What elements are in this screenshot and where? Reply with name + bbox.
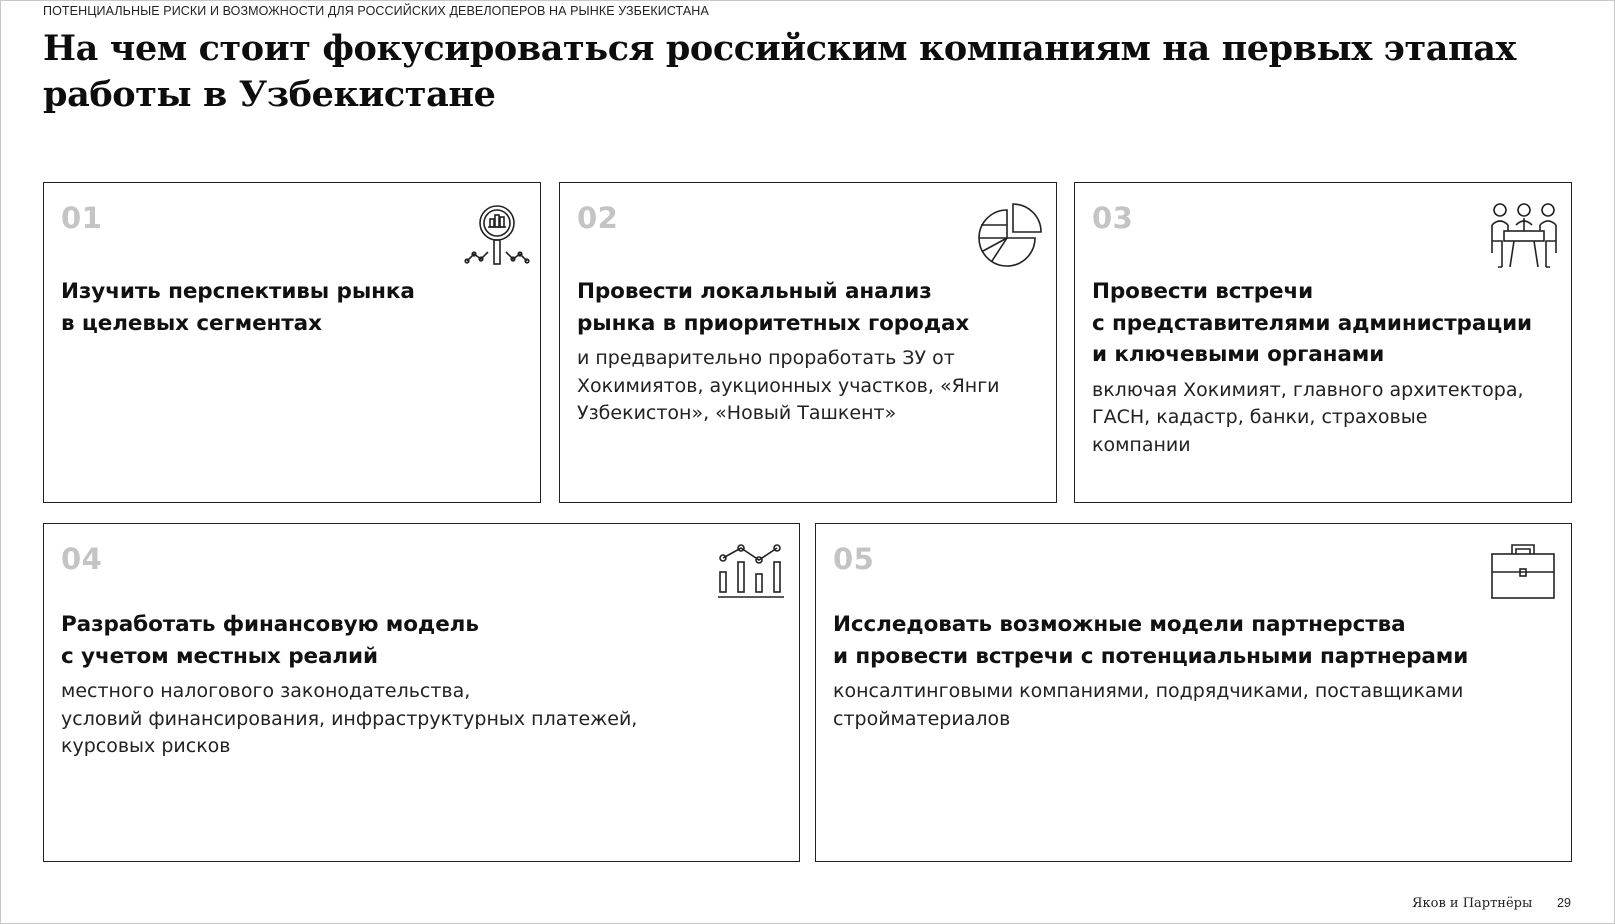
card-description: местного налогового законодательства, условий финансирования, инфраструктурных платежей, курсовых рисков [61,680,638,757]
card-description: включая Хокимият, главного архитектора, ГАСН, кадастр, банки, страховые компании [1092,378,1524,456]
briefcase-icon [1490,542,1556,602]
card-heading: Разработать финансовую модель с учетом местных реалий [61,612,479,669]
card-heading: Провести встречи с представителями администрации и ключевыми органами [1092,279,1533,367]
card-04 [43,523,800,862]
card-heading: Провести локальный анализ рынка в приоритетных городах [577,279,970,336]
card-description: и предварительно проработать ЗУ от Хокимиятов, аукционных участков, «Янги Узбекистон», «Новый Ташкент» [577,347,1000,424]
card-02 [559,182,1057,503]
card-01 [43,182,541,503]
card-number: 01 [61,201,103,235]
card-number: 02 [577,201,619,235]
card-03 [1074,182,1572,503]
section-kicker: ПОТЕНЦИАЛЬНЫЕ РИСКИ И ВОЗМОЖНОСТИ ДЛЯ РОССИЙСКИХ ДЕВЕЛОПЕРОВ НА РЫНКЕ УЗБЕКИСТАНА [43,4,709,18]
page-title: На чем стоит фокусироваться российским компаниям на первых этапах работы в Узбекистане [43,28,1517,115]
card-number: 05 [833,542,875,576]
magnifier-chart-icon [464,203,530,269]
company-logo-text: Яков и Партнёры [1412,896,1533,911]
card-description: консалтинговыми компаниями, подрядчиками, поставщиками стройматериалов [833,680,1464,730]
page-number: 29 [1557,896,1571,910]
card-heading: Исследовать возможные модели партнерства и провести встречи с потенциальными партнерами [833,612,1469,669]
card-number: 03 [1092,201,1134,235]
pie-chart-icon [974,201,1044,271]
meeting-people-icon [1488,201,1560,271]
card-number: 04 [61,542,103,576]
bar-line-chart-icon [718,542,784,600]
card-heading: Изучить перспективы рынка в целевых сегментах [61,279,415,336]
card-05 [815,523,1572,862]
